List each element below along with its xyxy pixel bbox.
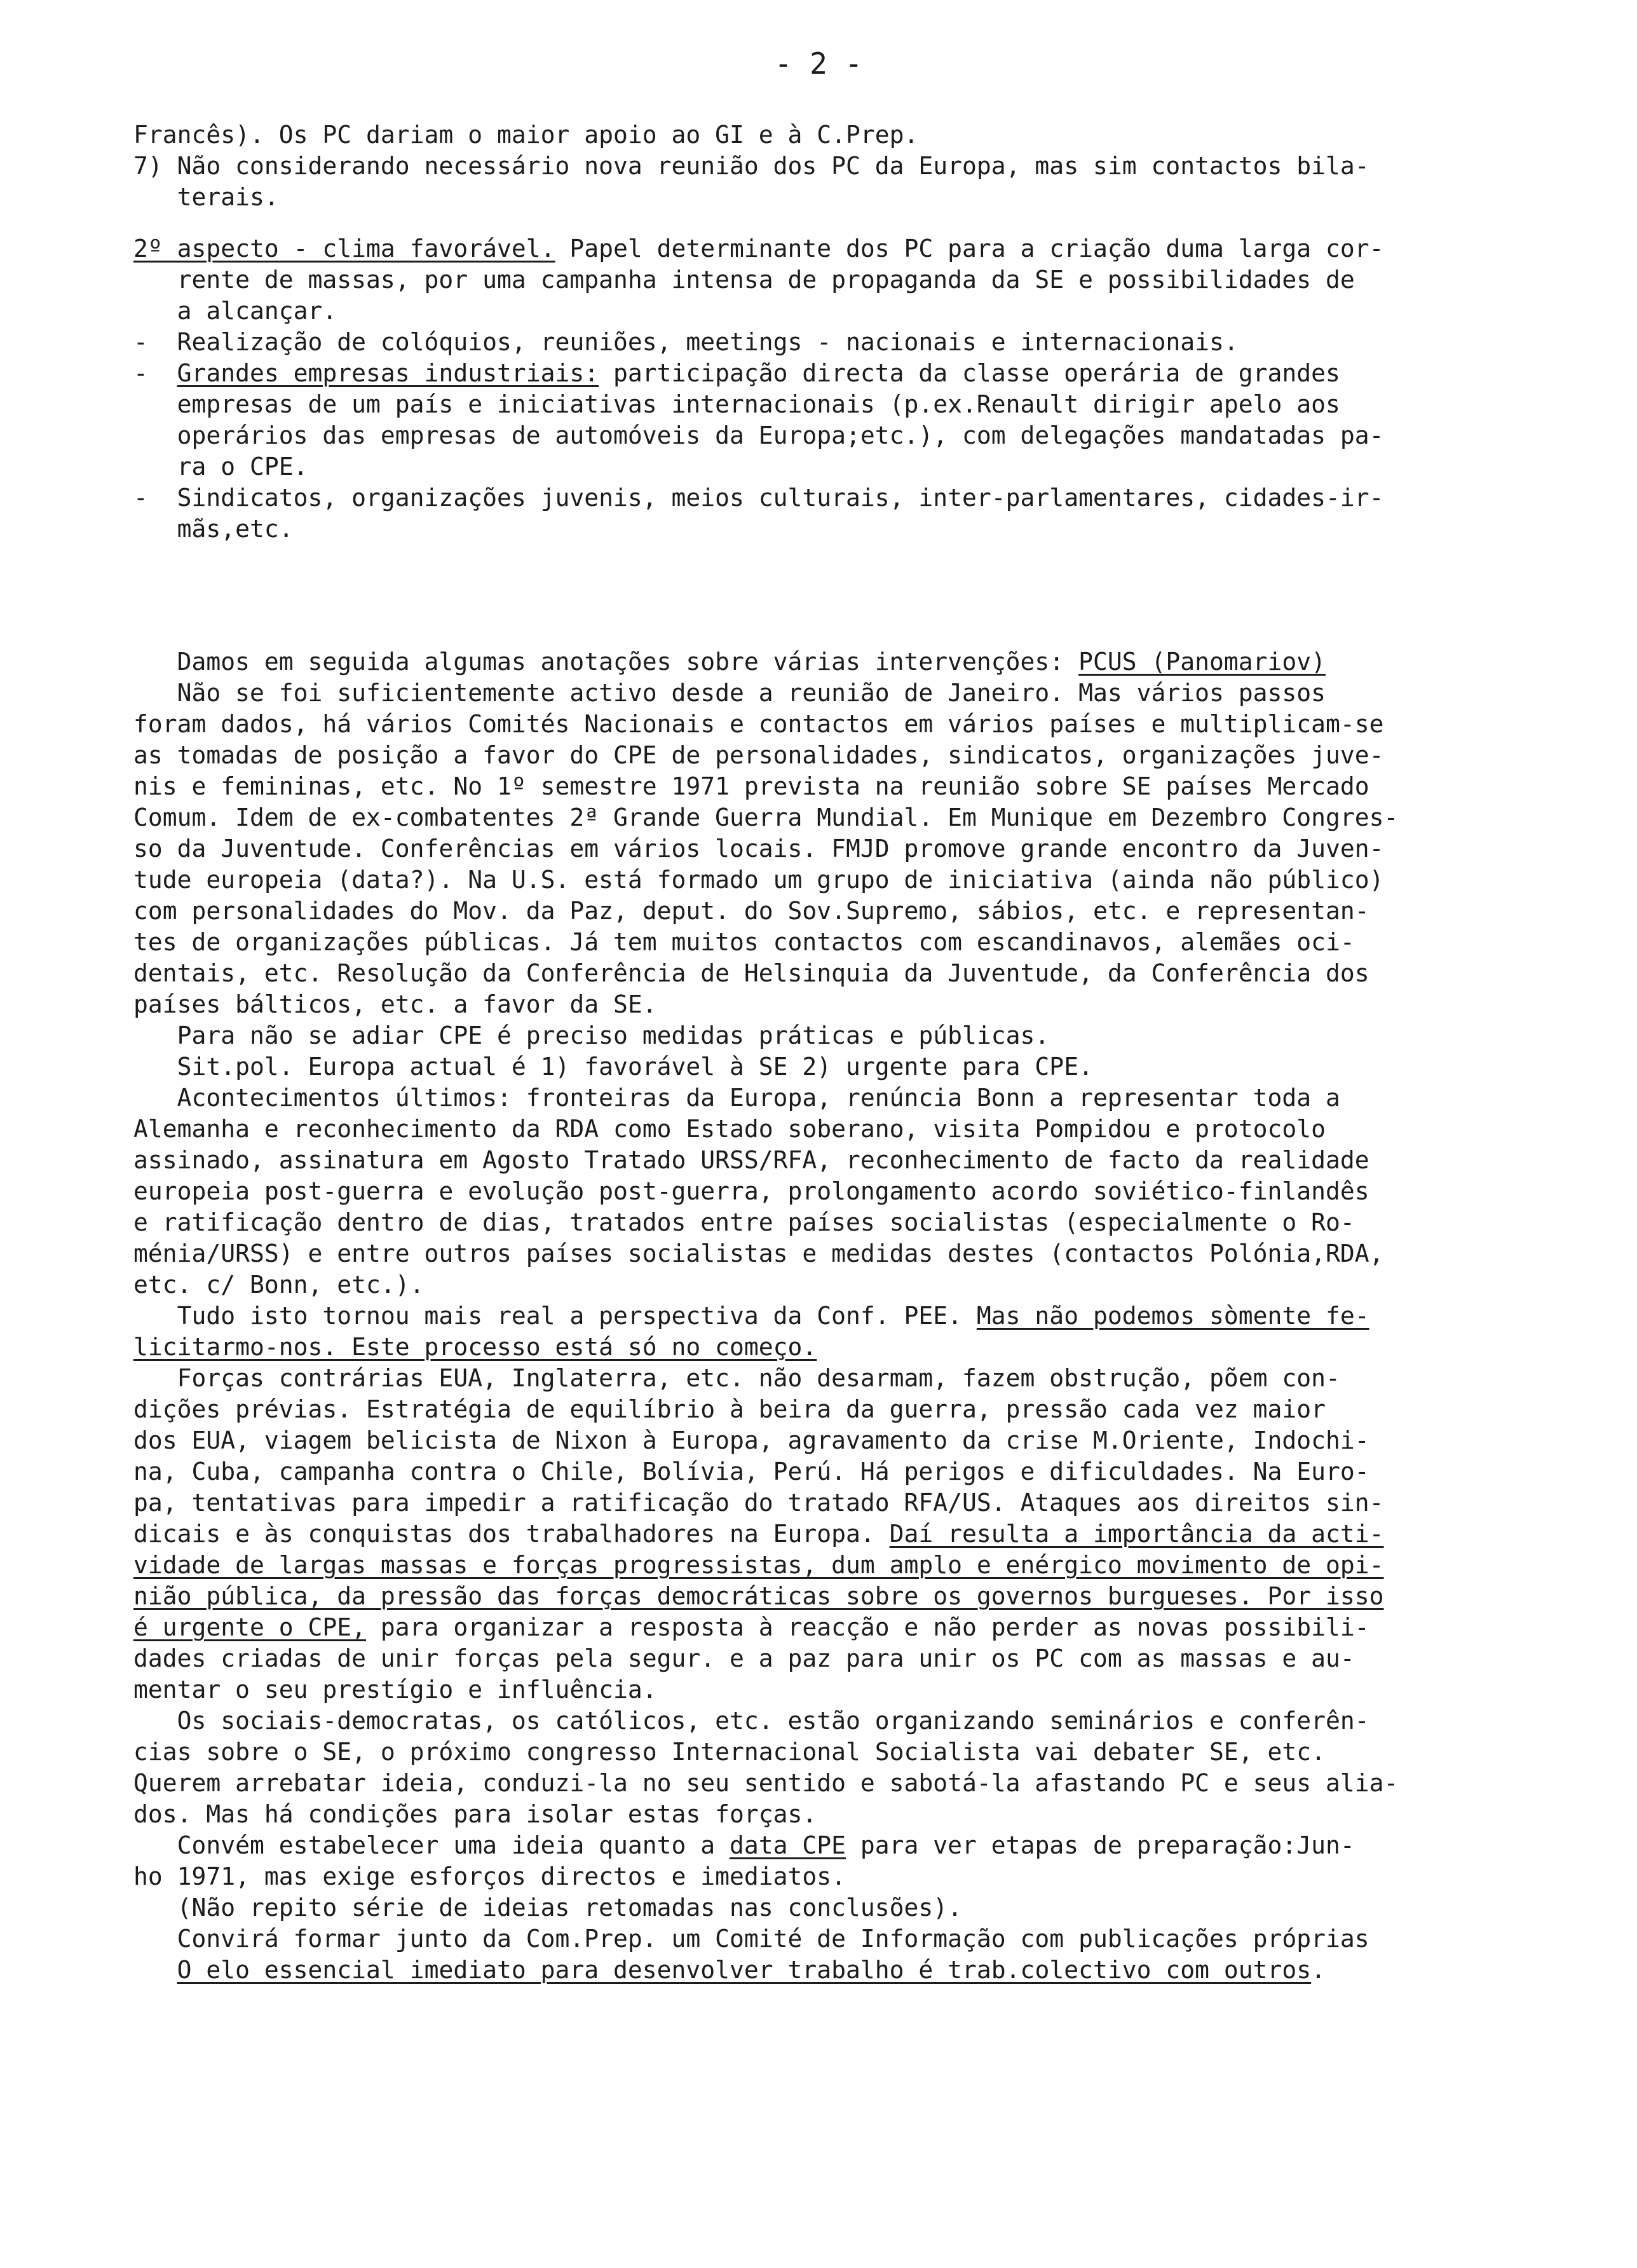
text-line [133,1923,1576,1955]
paragraph-gap [133,213,1576,233]
line-text: Os sociais-democratas, os católicos, etc. estão organizando seminários e conferên- [133,1707,1369,1735]
underlined-text: O elo essencial imediato para desenvolver trabalho é trab.colectivo com outros [177,1956,1312,1984]
line-text: dades criadas de unir forças pela segur. e a paz para unir os PC com as massas e au- [133,1644,1355,1672]
line-text: Damos em seguida algumas anotações sobre várias intervenções: [133,648,1079,676]
text-line [133,1083,1576,1114]
text-line [133,1176,1576,1207]
text-line [133,1737,1576,1768]
text-line [133,1830,1576,1861]
line-text: tes de organizações públicas. Já tem muitos contactos com escandinavos, alemães oci- [133,928,1355,956]
text-line [133,182,1576,213]
line-text: - [133,359,177,387]
text-line [133,771,1576,802]
text-line [133,1238,1576,1269]
line-text: foram dados, há vários Comités Nacionais e contactos em vários países e multiplicam-se [133,710,1384,738]
text-line [133,1643,1576,1674]
line-text: Sit.pol. Europa actual é 1) favorável à SE 2) urgente para CPE. [133,1053,1093,1081]
line-text: Tudo isto tornou mais real a perspectiva da Conf. PEE. [133,1302,977,1330]
line-text: para ver etapas de preparação:Jun- [846,1831,1355,1859]
text-line [133,233,1576,264]
line-text: tude europeia (data?). Na U.S. está formado um grupo de iniciativa (ainda não público) [133,866,1384,894]
line-text: . [1311,1956,1326,1984]
text-line [133,958,1576,989]
line-text: Querem arrebatar ideia, conduzi-la no seu sentido e sabotá-la afastando PC e seus alia- [133,1769,1399,1797]
text-line [133,678,1576,709]
text-line [133,1674,1576,1705]
text-line [133,1145,1576,1176]
text-line [133,1581,1576,1612]
text-line [133,1861,1576,1892]
line-text: para organizar a resposta à reacção e não perder as novas possibili- [366,1613,1369,1641]
text-line [133,451,1576,482]
text-line [133,151,1576,182]
text-line [133,1892,1576,1923]
line-text: participação directa da classe operária de grandes [599,359,1340,387]
text-line [133,1020,1576,1051]
text-line [133,1799,1576,1830]
text-line [133,1301,1576,1332]
line-text: 7) Não considerando necessário nova reunião dos PC da Europa, mas sim contactos bila- [133,152,1369,180]
line-text: pa, tentativas para impedir a ratificação do tratado RFA/US. Ataques aos direitos sin- [133,1489,1384,1517]
document-body [133,120,1576,1986]
line-text: mentar o seu prestígio e influência. [133,1676,657,1704]
line-text: Acontecimentos últimos: fronteiras da Europa, renúncia Bonn a representar toda a [133,1084,1340,1112]
line-text: - Realização de colóquios, reuniões, meetings - nacionais e internacionais. [133,328,1239,356]
text-line [133,833,1576,864]
line-text: terais. [133,183,279,211]
line-text: Alemanha e reconhecimento da RDA como Estado soberano, visita Pompidou e protocolo [133,1115,1326,1143]
text-line [133,358,1576,389]
text-line [133,864,1576,896]
text-line [133,989,1576,1020]
line-text: países bálticos, etc. a favor da SE. [133,990,657,1018]
line-text: operários das empresas de automóveis da Europa;etc.), com delegações mandatadas pa- [133,421,1384,449]
underlined-text: Grandes empresas industriais: [177,359,599,387]
text-line [133,514,1576,545]
line-text: dições prévias. Estratégia de equilíbrio à beira da guerra, pressão cada vez maior [133,1395,1326,1423]
line-text: dos. Mas há condições para isolar estas forças. [133,1800,817,1828]
line-text: rente de massas, por uma campanha intensa de propaganda da SE e possibilidades de [133,266,1355,294]
page-number: - 2 - [774,46,863,81]
line-text: etc. c/ Bonn, etc.). [133,1271,425,1299]
text-line [133,896,1576,927]
text-line [133,1332,1576,1363]
text-line [133,1456,1576,1487]
text-line [133,802,1576,833]
line-text: nis e femininas, etc. No 1º semestre 1971 prevista na reunião sobre SE países Mercado [133,772,1369,800]
text-line [133,1550,1576,1581]
line-text: a alcançar. [133,297,337,325]
underlined-text: nião pública, da pressão das forças democráticas sobre os governos burgueses. Por isso [133,1582,1384,1610]
underlined-text: vidade de largas massas e forças progressistas, dum amplo e enérgico movimento de opi- [133,1551,1384,1579]
text-line [133,927,1576,958]
line-text: so da Juventude. Conferências em vários locais. FMJD promove grande encontro da Juven- [133,835,1384,863]
line-text: dentais, etc. Resolução da Conferência de Helsinquia da Juventude, da Conferência dos [133,959,1369,987]
line-text: - Sindicatos, organizações juvenis, meios culturais, inter-parlamentares, cidades-ir- [133,484,1384,512]
text-line [133,482,1576,514]
line-text: as tomadas de posição a favor do CPE de personalidades, sindicatos, organizações juve- [133,741,1384,769]
text-line [133,1705,1576,1737]
text-line [133,1955,1576,1986]
line-text: cias sobre o SE, o próximo congresso Internacional Socialista vai debater SE, etc. [133,1738,1326,1766]
line-text: ra o CPE. [133,453,308,481]
line-text: na, Cuba, campanha contra o Chile, Bolívia, Perú. Há perigos e dificuldades. Na Euro- [133,1458,1369,1486]
text-line [133,709,1576,740]
line-text: Forças contrárias EUA, Inglaterra, etc. não desarmam, fazem obstrução, põem con- [133,1364,1340,1392]
underlined-text: é urgente o CPE, [133,1613,367,1641]
underlined-text: 2º aspecto - clima favorável. [133,235,555,263]
text-line [133,327,1576,358]
text-line [133,264,1576,296]
paragraph-gap [133,545,1576,646]
text-line [133,1051,1576,1083]
text-line [133,740,1576,771]
underlined-text: licitarmo-nos. Este processo está só no começo. [133,1333,817,1361]
text-line [133,646,1576,678]
text-line [133,420,1576,451]
text-line [133,1768,1576,1799]
text-line [133,389,1576,420]
text-line [133,1612,1576,1643]
underlined-text: Mas não podemos sòmente fe- [976,1302,1369,1330]
line-text: Papel determinante dos PC para a criação duma larga cor- [555,235,1384,263]
line-text: Convirá formar junto da Com.Prep. um Comité de Informação com publicações próprias [133,1925,1369,1953]
line-text: empresas de um país e iniciativas internacionais (p.ex.Renault dirigir apelo aos [133,390,1340,418]
text-line [133,1363,1576,1394]
text-line [133,1487,1576,1519]
underlined-text: PCUS (Panomariov) [1078,648,1326,676]
text-line [133,120,1576,151]
underlined-text: Daí resulta a importância da acti- [889,1520,1384,1548]
text-line [133,296,1576,327]
underlined-text: data CPE [730,1831,846,1859]
text-line [133,1394,1576,1425]
line-text [133,1956,177,1984]
line-text: Não se foi suficientemente activo desde a reunião de Janeiro. Mas vários passos [133,679,1326,707]
line-text: com personalidades do Mov. da Paz, deput. do Sov.Supremo, sábios, etc. e representan- [133,897,1369,925]
line-text: Comum. Idem de ex-combatentes 2ª Grande Guerra Mundial. Em Munique em Dezembro Congres- [133,803,1399,831]
text-line [133,1207,1576,1238]
line-text: assinado, assinatura em Agosto Tratado URSS/RFA, reconhecimento de facto da realidade [133,1146,1369,1174]
line-text: e ratificação dentro de dias, tratados entre países socialistas (especialmente o Ro- [133,1208,1355,1236]
line-text: Para não se adiar CPE é preciso medidas práticas e públicas. [133,1021,1050,1049]
line-text: Francês). Os PC dariam o maior apoio ao GI e à C.Prep. [133,121,919,149]
line-text: dicais e às conquistas dos trabalhadores na Europa. [133,1520,890,1548]
text-line [133,1114,1576,1145]
text-line [133,1519,1576,1550]
line-text: ho 1971, mas exige esforços directos e imediatos. [133,1862,846,1890]
text-line [133,1425,1576,1456]
line-text: mãs,etc. [133,515,294,543]
text-line [133,1269,1576,1301]
line-text: dos EUA, viagem belicista de Nixon à Europa, agravamento da crise M.Oriente, Indochi- [133,1426,1369,1454]
line-text: (Não repito série de ideias retomadas nas conclusões). [133,1894,963,1922]
line-text: ménia/URSS) e entre outros países socialistas e medidas destes (contactos Polónia,RDA, [133,1240,1384,1267]
line-text: europeia post-guerra e evolução post-guerra, prolongamento acordo soviético-finlandês [133,1177,1369,1205]
line-text: Convém estabelecer uma ideia quanto a [133,1831,730,1859]
